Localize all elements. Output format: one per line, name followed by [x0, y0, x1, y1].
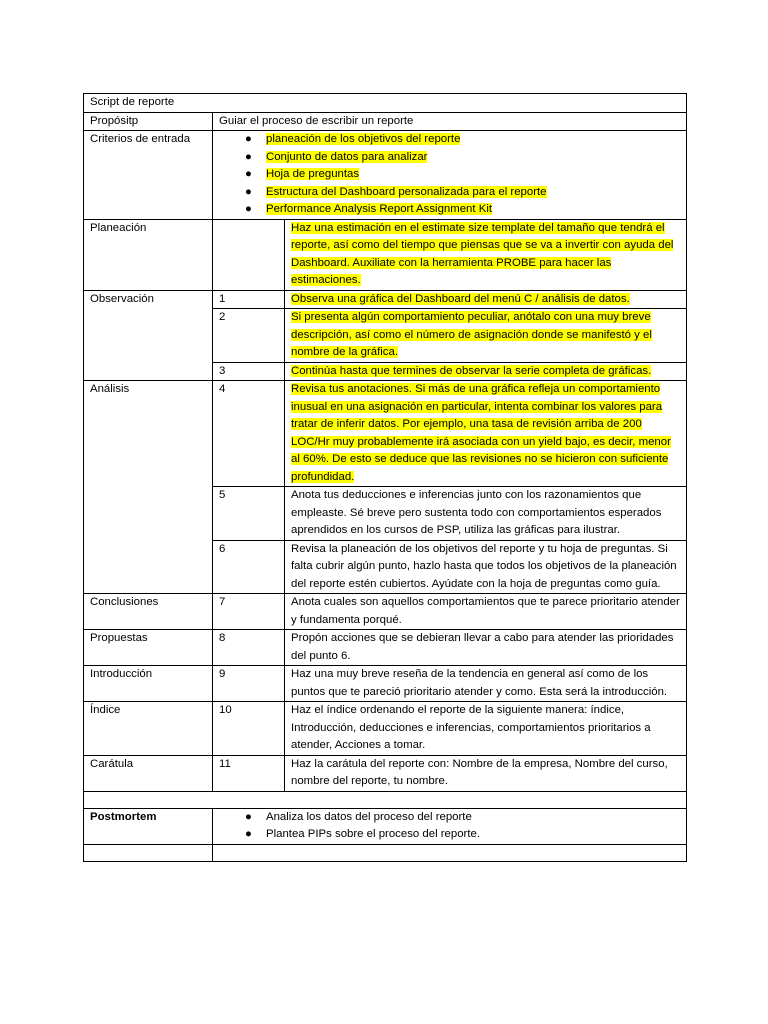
- phase-label: Índice: [84, 702, 213, 756]
- script-title: Script de reporte: [84, 94, 687, 113]
- criterio-text: Conjunto de datos para analizar: [266, 150, 428, 163]
- criterios-row: [84, 131, 687, 220]
- empty-row: [84, 844, 687, 861]
- list-item: [219, 184, 681, 202]
- table-row: [84, 755, 687, 791]
- step-text: Anota tus deducciones e inferencias junto con los razonamientos que empleaste. Sé breve pero sustenta todo con comportamientos esperados aprendidos en los cursos de PSP, utiliza las gráficas para ilustrar.: [285, 487, 687, 541]
- step-cell: [285, 381, 687, 487]
- criterios-label: Criterios de entrada: [84, 131, 213, 220]
- list-item: [219, 809, 681, 827]
- table-row: [84, 666, 687, 702]
- proposito-label: Propósitp: [84, 112, 213, 131]
- table-row: [84, 381, 687, 487]
- bullet-icon: ●: [245, 150, 252, 163]
- planeacion-label: Planeación: [84, 219, 213, 290]
- empty-cell: [213, 844, 687, 861]
- empty-cell: [84, 791, 687, 808]
- postmortem-cell: [213, 808, 687, 844]
- step-text: Haz la carátula del reporte con: Nombre de la empresa, Nombre del curso, nombre del reporte, tu nombre.: [285, 755, 687, 791]
- planeacion-text: Haz una estimación en el estimate size template del tamaño que tendrá el reporte, así como del tiempo que piensas que se va a invertir con ayuda del Dashboard. Auxiliate con la herramienta PROBE para hacer las estimaciones.: [291, 221, 674, 286]
- step-number: 11: [213, 755, 285, 791]
- step-number: 4: [213, 381, 285, 487]
- step-cell: [285, 309, 687, 363]
- step-text: Observa una gráfica del Dashboard del menú C / análisis de datos.: [291, 292, 630, 305]
- planeacion-cell: [285, 219, 687, 290]
- criterio-text: planeación de los objetivos del reporte: [266, 133, 461, 145]
- table-row: [84, 290, 687, 309]
- step-number: 6: [213, 540, 285, 594]
- phase-label: Propuestas: [84, 630, 213, 666]
- title-row: [84, 94, 687, 113]
- proposito-row: [84, 112, 687, 131]
- list-item: [219, 166, 681, 184]
- phase-label: Análisis: [84, 381, 213, 594]
- planeacion-row: [84, 219, 687, 290]
- table-row: [84, 702, 687, 756]
- step-number: 5: [213, 487, 285, 541]
- postmortem-row: [84, 808, 687, 844]
- step-text: Haz el índice ordenando el reporte de la siguiente manera: índice, Introducción, deducciones e inferencias, comportamientos prioritarios a atender, Acciones a tomar.: [285, 702, 687, 756]
- proposito-text: Guiar el proceso de escribir un reporte: [213, 112, 687, 131]
- empty-row: [84, 791, 687, 808]
- postmortem-list: [219, 809, 681, 844]
- criterio-text: Hoja de preguntas: [266, 168, 360, 180]
- step-number: 7: [213, 594, 285, 630]
- criterios-list: [219, 131, 681, 219]
- step-number: 8: [213, 630, 285, 666]
- list-item: [219, 131, 681, 149]
- bullet-icon: ●: [245, 185, 252, 198]
- step-text: Si presenta algún comportamiento peculiar, anótalo con una muy breve descripción, así como el número de asignación donde se manifestó y el nombre de la gráfica.: [291, 311, 652, 358]
- step-number: 2: [213, 309, 285, 363]
- list-item: [219, 201, 681, 219]
- bullet-icon: ●: [245, 810, 252, 823]
- planeacion-num: [213, 219, 285, 290]
- list-item: [219, 149, 681, 167]
- step-cell: [285, 290, 687, 309]
- step-cell: [285, 362, 687, 381]
- step-text: Continúa hasta que termines de observar la serie completa de gráficas.: [291, 364, 652, 377]
- bullet-icon: ●: [245, 203, 252, 215]
- table-row: [84, 594, 687, 630]
- criterio-text: Estructura del Dashboard personalizada para el reporte: [266, 185, 547, 198]
- criterios-cell: [213, 131, 687, 220]
- step-text: Haz una muy breve reseña de la tendencia en general así como de los puntos que te pareció prioritario atender y como. Esta será la introducción.: [285, 666, 687, 702]
- phase-label: Carátula: [84, 755, 213, 791]
- table-row: [84, 630, 687, 666]
- bullet-icon: ●: [245, 133, 252, 145]
- phase-label: Observación: [84, 290, 213, 381]
- step-number: 3: [213, 362, 285, 381]
- step-number: 1: [213, 290, 285, 309]
- postmortem-text: Plantea PIPs sobre el proceso del reporte.: [266, 828, 481, 840]
- criterio-text: Performance Analysis Report Assignment Kit: [266, 203, 493, 215]
- postmortem-text: Analiza los datos del proceso del reporte: [266, 810, 472, 823]
- step-number: 10: [213, 702, 285, 756]
- step-number: 9: [213, 666, 285, 702]
- bullet-icon: ●: [245, 828, 252, 840]
- phase-label: Conclusiones: [84, 594, 213, 630]
- bullet-icon: ●: [245, 168, 252, 180]
- step-text: Revisa la planeación de los objetivos del reporte y tu hoja de preguntas. Si falta cubrir algún punto, hazlo hasta que todos los objetivos de la planeación del reporte estén cubiertos. Ayúdate con la hoja de preguntas como guía.: [285, 540, 687, 594]
- script-table: [83, 93, 687, 862]
- phase-label: Introducción: [84, 666, 213, 702]
- list-item: [219, 826, 681, 844]
- step-text: Revisa tus anotaciones. Si más de una gráfica refleja un comportamiento inusual en una asignación en particular, intenta combinar los valores para tratar de inferir datos. Por ejemplo, una tasa de revisión arriba de 200 LOC/Hr muy probablemente irá asociada con un yield bajo, es decir, menor al 60%. De esto se deduce que las revisiones no se hicieron con suficiente profundidad.: [291, 383, 671, 483]
- postmortem-label: Postmortem: [84, 808, 213, 844]
- step-text: Propón acciones que se debieran llevar a cabo para atender las prioridades del punto 6.: [285, 630, 687, 666]
- empty-cell: [84, 844, 213, 861]
- step-text: Anota cuales son aquellos comportamientos que te parece prioritario atender y fundamenta porqué.: [285, 594, 687, 630]
